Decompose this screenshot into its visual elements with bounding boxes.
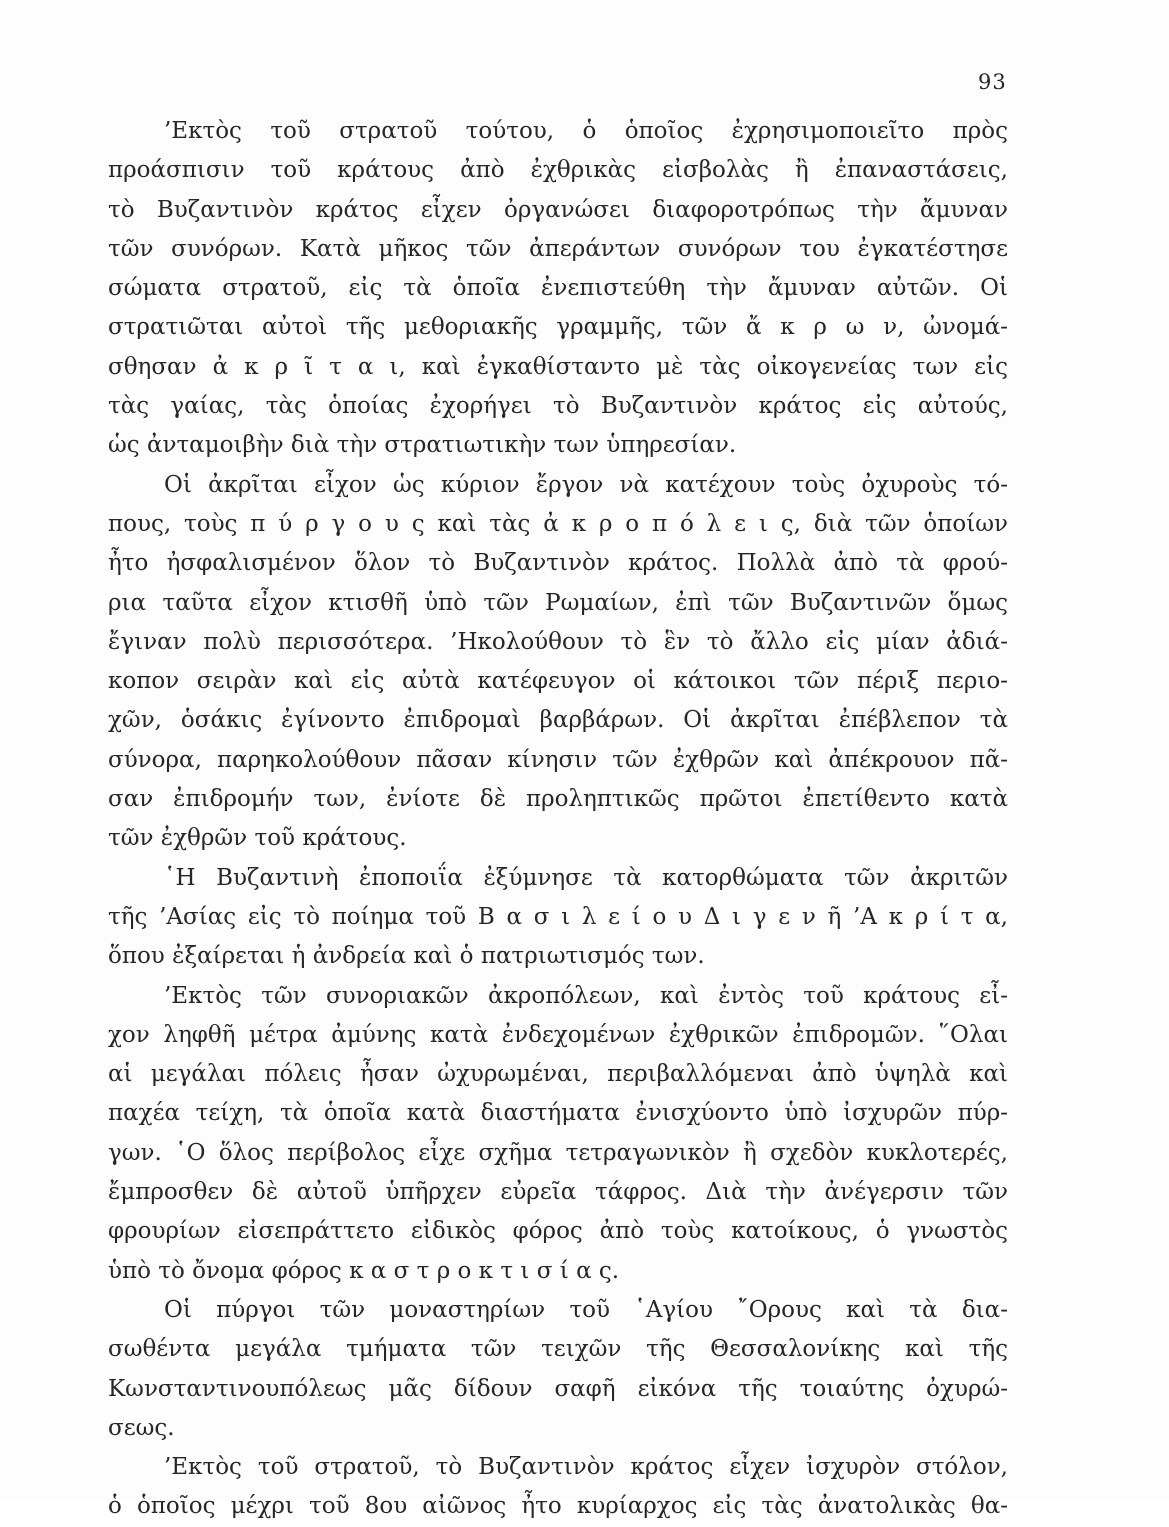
text-line: Οἱ ἀκρῖται εἶχον ὡς κύριον ἔργον νὰ κατέχουν τοὺς ὀχυροὺς τό-: [164, 471, 1008, 498]
text-line: σαν ἐπιδρομήν των, ἐνίοτε δὲ προληπτικῶς πρῶτοι ἐπετίθεντο κατὰ: [108, 786, 1008, 813]
text-line: γων. ῾Ο ὅλος περίβολος εἶχε σχῆμα τετραγωνικὸν ἢ σχεδὸν κυκλοτερές,: [108, 1139, 1008, 1166]
text-line: ῾Η Βυζαντινὴ ἐποποιΐα ἐξύμνησε τὰ κατορθώματα τῶν ἀκριτῶν: [164, 864, 1008, 891]
text-line: στρατιῶται αὐτοὶ τῆς μεθοριακῆς γραμμῆς, τῶν ἄ κ ρ ω ν, ὠνομά-: [108, 314, 1008, 341]
text-line: τῆς ’Ασίας εἰς τὸ ποίημα τοῦ Β α σ ι λ ε ί ο υ Δ ι γ ε ν ῆ ’Α κ ρ ί τ α,: [108, 903, 1008, 930]
body-text: [108, 112, 1008, 1527]
text-line: προάσπισιν τοῦ κράτους ἀπὸ ἐχθρικὰς εἰσβολὰς ἢ ἐπαναστάσεις,: [108, 157, 1008, 184]
text-line: σώματα στρατοῦ, εἰς τὰ ὁποῖα ἐνεπιστεύθη τὴν ἄμυναν αὐτῶν. Οἱ: [108, 275, 1008, 302]
text-line: τὸ Βυζαντινὸν κράτος εἶχεν ὀργανώσει διαφοροτρόπως τὴν ἄμυναν: [108, 196, 1008, 223]
text-line: ’Εκτὸς τοῦ στρατοῦ, τὸ Βυζαντινὸν κράτος εἶχεν ἰσχυρὸν στόλον,: [164, 1454, 1008, 1481]
text-line: παχέα τείχη, τὰ ὁποῖα κατὰ διαστήματα ἐνισχύοντο ὑπὸ ἰσχυρῶν πύρ-: [108, 1100, 1008, 1127]
text-line: πους, τοὺς π ύ ρ γ ο υ ς καὶ τὰς ἀ κ ρ ο π ό λ ε ι ς, διὰ τῶν ὁποίων: [108, 510, 1008, 537]
text-line: Κωνσταντινουπόλεως μᾶς δίδουν σαφῆ εἰκόνα τῆς τοιαύτης ὀχυρώ-: [108, 1375, 1008, 1402]
text-line: τῶν συνόρων. Κατὰ μῆκος τῶν ἀπεράντων συνόρων του ἐγκατέστησε: [108, 235, 1008, 262]
text-line: ἦτο ἠσφαλισμένον ὅλον τὸ Βυζαντινὸν κράτος. Πολλὰ ἀπὸ τὰ φρού-: [108, 550, 1008, 577]
text-line: ὡς ἀνταμοιβὴν διὰ τὴν στρατιωτικὴν των ὑπηρεσίαν.: [108, 432, 737, 459]
text-line: σθησαν ἀ κ ρ ῖ τ α ι, καὶ ἐγκαθίσταντο μὲ τὰς οἰκογενείας των εἰς: [108, 353, 1008, 380]
text-line: ’Εκτὸς τοῦ στρατοῦ τούτου, ὁ ὁποῖος ἐχρησιμοποιεῖτο πρὸς: [164, 118, 1008, 144]
text-line: σύνορα, παρηκολούθουν πᾶσαν κίνησιν τῶν ἐχθρῶν καὶ ἀπέκρουον πᾶ-: [108, 746, 1008, 773]
text-line: ὁ ὁποῖος μέχρι τοῦ 8ου αἰῶνος ἦτο κυρίαρχος εἰς τὰς ἀνατολικὰς θα-: [108, 1493, 1008, 1520]
text-line: τὰς γαίας, τὰς ὁποίας ἐχορήγει τὸ Βυζαντινὸν κράτος εἰς αὐτούς,: [108, 393, 1008, 420]
text-line: αἱ μεγάλαι πόλεις ἦσαν ὠχυρωμέναι, περιβαλλόμεναι ἀπὸ ὑψηλὰ καὶ: [108, 1061, 1008, 1088]
text-line: φρουρίων εἰσεπράττετο εἰδικὸς φόρος ἀπὸ τοὺς κατοίκους, ὁ γνωστὸς: [108, 1218, 1008, 1245]
text-line: Οἱ πύργοι τῶν μοναστηρίων τοῦ ῾Αγίου ῎Ορους καὶ τὰ δια-: [164, 1296, 1008, 1323]
text-line: ἔγιναν πολὺ περισσότερα. ’Ηκολούθουν τὸ ἓν τὸ ἄλλο εἰς μίαν ἀδιά-: [108, 628, 1008, 655]
text-line: τῶν ἐχθρῶν τοῦ κράτους.: [108, 825, 407, 852]
text-line: κοπον σειρὰν καὶ εἰς αὐτὰ κατέφευγον οἱ κάτοικοι τῶν πέριξ περιο-: [108, 668, 1008, 695]
text-line: χον ληφθῆ μέτρα ἀμύνης κατὰ ἐνδεχομένων ἐχθρικῶν ἐπιδρομῶν. ῞Ολαι: [108, 1021, 1008, 1048]
text-line: ὑπὸ τὸ ὄνομα φόρος κ α σ τ ρ ο κ τ ι σ ί α ς.: [108, 1257, 620, 1284]
page-number: 93: [978, 70, 1007, 94]
text-line: ρια ταῦτα εἶχον κτισθῆ ὑπὸ τῶν Ρωμαίων, ἐπὶ τῶν Βυζαντινῶν ὅμως: [108, 589, 1008, 616]
text-line: ὅπου ἐξαίρεται ἡ ἀνδρεία καὶ ὁ πατριωτισμός των.: [108, 943, 705, 970]
text-line: ἔμπροσθεν δὲ αὐτοῦ ὑπῆρχεν εὐρεῖα τάφρος. Διὰ τὴν ἀνέγερσιν τῶν: [108, 1179, 1008, 1206]
text-line: χῶν, ὁσάκις ἐγίνοντο ἐπιδρομαὶ βαρβάρων. Οἱ ἀκρῖται ἐπέβλεπον τὰ: [108, 707, 1008, 734]
text-line: σεως.: [108, 1414, 175, 1441]
text-line: σωθέντα μεγάλα τμήματα τῶν τειχῶν τῆς Θεσσαλονίκης καὶ τῆς: [108, 1336, 1008, 1363]
text-line: ’Εκτὸς τῶν συνοριακῶν ἀκροπόλεων, καὶ ἐντὸς τοῦ κράτους εἶ-: [164, 982, 1008, 1009]
